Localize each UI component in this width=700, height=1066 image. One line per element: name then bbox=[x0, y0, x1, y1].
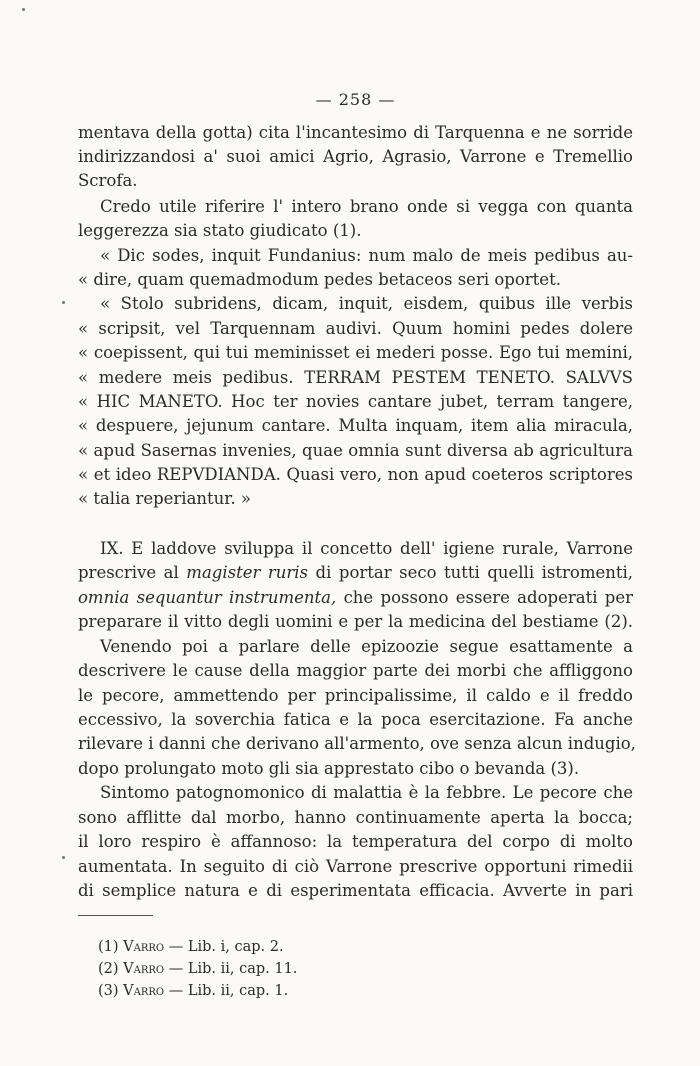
quote-line: « despuere, jejunum cantare. Multa inquam, item alia miracula, bbox=[78, 416, 633, 435]
text-line: sono afflitte dal morbo, hanno continuamente aperta la bocca; bbox=[78, 808, 633, 827]
text-line: Sintomo patognomonico di malattia è la febbre. Le pecore che bbox=[100, 783, 633, 802]
text-span: di portar seco tutti quelli istromenti, bbox=[308, 563, 634, 582]
text-line: Credo utile riferire l' intero brano onde si vegga con quanta bbox=[100, 197, 633, 216]
quote-line: « scripsit, vel Tarquennam audivi. Quum homini pedes dolere bbox=[78, 319, 633, 338]
text-line: le pecore, ammettendo per principalissime, il caldo e il freddo bbox=[78, 686, 633, 705]
text-line bbox=[78, 561, 633, 585]
quote-line: « dire, quam quemadmodum pedes betaceos seri oportet. bbox=[78, 270, 561, 289]
footnote-number: (1) bbox=[98, 939, 119, 955]
footnote-ref: — Lib. ii, cap. 11. bbox=[168, 961, 298, 977]
footnote-author: Varro bbox=[123, 939, 165, 955]
text-line: preparare il vitto degli uomini e per la medicina del bestiame (2). bbox=[78, 612, 633, 631]
text-span: prescrive al bbox=[78, 563, 187, 582]
text-span: che possono essere adoperati per bbox=[336, 588, 634, 607]
footnote bbox=[98, 980, 288, 1002]
text-line: aumentata. In seguito di ciò Varrone prescrive opportuni rimedii bbox=[78, 857, 633, 876]
footnote-number: (2) bbox=[98, 961, 119, 977]
quote-line: « talia reperiantur. » bbox=[78, 489, 251, 508]
text-line: descrivere le cause della maggior parte dei morbi che affliggono bbox=[78, 661, 633, 680]
text-line: rilevare i danni che derivano all'armento, ove senza alcun indugio, bbox=[78, 734, 636, 753]
quote-line: « medere meis pedibus. TERRAM PESTEM TENETO. SALVVS bbox=[78, 368, 633, 387]
text-line: di semplice natura e di esperimentata efficacia. Avverte in pari bbox=[78, 881, 633, 900]
text-line: Venendo poi a parlare delle epizoozie segue esattamente a bbox=[100, 637, 633, 656]
margin-dot bbox=[62, 856, 65, 859]
text-line: il loro respiro è affannoso: la temperatura del corpo di molto bbox=[78, 832, 633, 851]
footnote bbox=[98, 936, 284, 958]
italic-term: omnia sequantur instrumenta, bbox=[78, 588, 337, 607]
footnote-number: (3) bbox=[98, 983, 119, 999]
text-line: indirizzandosi a' suoi amici Agrio, Agrasio, Varrone e Tremellio bbox=[78, 147, 633, 166]
quote-line: « coepissent, qui tui meminisset ei mederi posse. Ego tui memini, bbox=[78, 343, 633, 362]
italic-term: magister ruris bbox=[186, 563, 309, 582]
footnote-author: Varro bbox=[123, 983, 165, 999]
footnote-divider bbox=[78, 915, 153, 916]
page-number: — 258 — bbox=[315, 90, 396, 109]
footnote-ref: — Lib. ii, cap. 1. bbox=[168, 983, 289, 999]
section-heading-line: IX. E laddove sviluppa il concetto dell' igiene rurale, Varrone bbox=[100, 539, 633, 558]
page-speck bbox=[22, 8, 25, 11]
quote-line: « Stolo subridens, dicam, inquit, eisdem, quibus ille verbis bbox=[100, 294, 633, 313]
text-line bbox=[78, 586, 633, 610]
text-line: eccessivo, la soverchia fatica e la poca esercitazione. Fa anche bbox=[78, 710, 633, 729]
text-line: Scrofa. bbox=[78, 171, 138, 190]
quote-line: « HIC MANETO. Hoc ter novies cantare jubet, terram tangere, bbox=[78, 392, 633, 411]
footnote-author: Varro bbox=[123, 961, 165, 977]
text-line: leggerezza sia stato giudicato (1). bbox=[78, 221, 362, 240]
margin-dot bbox=[62, 301, 65, 304]
quote-line: « apud Sasernas invenies, quae omnia sunt diversa ab agricultura bbox=[78, 441, 633, 460]
footnote-ref: — Lib. i, cap. 2. bbox=[168, 939, 284, 955]
quote-line: « et ideo REPVDIANDA. Quasi vero, non apud coeteros scriptores bbox=[78, 465, 633, 484]
text-line: dopo prolungato moto gli sia apprestato cibo o bevanda (3). bbox=[78, 759, 580, 778]
footnote bbox=[98, 958, 297, 980]
quote-line: « Dic sodes, inquit Fundanius: num malo de meis pedibus au- bbox=[100, 246, 633, 265]
text-line: mentava della gotta) cita l'incantesimo di Tarquenna e ne sorride bbox=[78, 123, 633, 142]
